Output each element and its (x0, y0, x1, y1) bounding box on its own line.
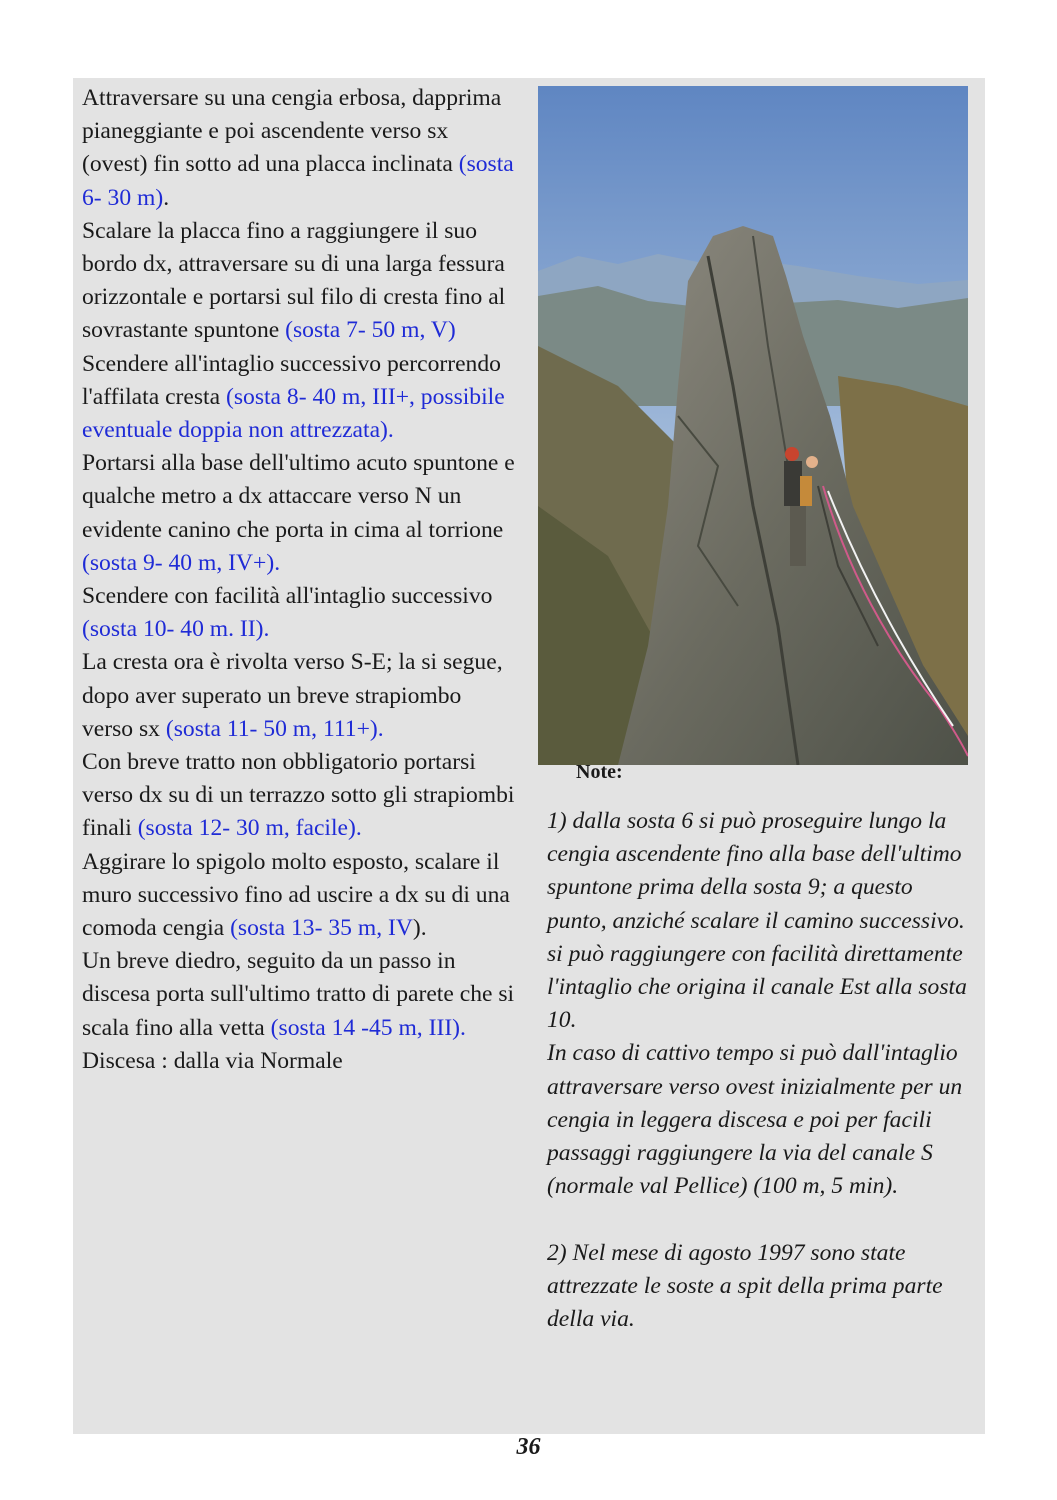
notes-spacer (547, 1203, 975, 1236)
paragraph-10 (82, 1045, 517, 1078)
note-1: 1) dalla sosta 6 si può proseguire lungo la cengia ascendente fino alla base dell'ultimo spuntone prima della sosta 9; a questo punto, anziché scalare il camino successivo. si può raggiungere con facilità direttamente l'intaglio che origina il canale Est alla sosta 10. (547, 808, 967, 1034)
paragraph-3 (82, 348, 517, 448)
note-2: 2) Nel mese di agosto 1997 sono state attrezzate le soste a spit della prima parte della via. (547, 1239, 943, 1333)
belay-info: (sosta 8- 40 m, III+, possibile eventuale doppia non attrezzata). (82, 383, 505, 444)
note-1-continued: In caso di cattivo tempo si può dall'intaglio attraversare verso ovest inizialmente per un cengia in leggera discesa e poi per facili passaggi raggiungere la via del canale S (normale val Pellice) (100 m, 5 min). (547, 1040, 963, 1200)
belay-info: (sosta 9- 40 m, IV+). (82, 549, 281, 576)
page-number: 36 (516, 1434, 541, 1460)
paragraph-4 (82, 447, 517, 580)
paragraph-text: La cresta ora è rivolta verso S-E; la si segue, dopo aver superato un breve strapiombo verso sx (82, 649, 503, 742)
route-description (82, 82, 517, 1078)
belay-info: (sosta 6- 30 m) (82, 151, 514, 211)
paragraph-8 (82, 846, 517, 946)
belay-info: (sosta 11- 50 m, 111+). (165, 715, 384, 742)
paragraph-7 (82, 746, 517, 846)
belay-info: (sosta 7- 50 m, V) (285, 317, 456, 344)
paragraph-text: Con breve tratto non obbligatorio portarsi verso dx su di un terrazzo sotto gli strapiombi finali (82, 749, 515, 842)
paragraph-text: Discesa : dalla via Normale (82, 1047, 343, 1074)
belay-info: (sosta 12- 30 m, facile). (137, 815, 362, 842)
paragraph-text: Portarsi alla base dell'ultimo acuto spuntone e qualche metro a dx attaccare verso N un evidente canino che porta in cima al torrione (82, 450, 515, 543)
paragraph-text: Aggirare lo spigolo molto esposto, scalare il muro successivo fino ad uscire a dx su di una comoda cengia (82, 848, 510, 942)
paragraph-text: Scendere con facilità all'intaglio successivo (82, 583, 493, 610)
rock-spire-image (538, 86, 968, 765)
paragraph-1 (82, 82, 517, 215)
paragraph-9 (82, 945, 517, 1045)
notes-section (547, 805, 975, 1336)
paragraph-tail: ). (412, 915, 427, 942)
belay-info: (sosta 13- 35 m, IV (230, 915, 413, 942)
notes-heading: Note: (576, 761, 623, 783)
paragraph-5 (82, 580, 517, 646)
belay-info: (sosta 10- 40 m. II). (82, 616, 270, 643)
climbing-photo (538, 86, 968, 765)
paragraph-6 (82, 646, 517, 746)
paragraph-tail: . (163, 184, 170, 211)
paragraph-text: Scendere all'intaglio successivo percorrendo l'affilata cresta (82, 350, 501, 410)
paragraph-text: Scalare la placca fino a raggiungere il suo bordo dx, attraversare su di una larga fessura orizzontale e portarsi sul filo di cresta fino al sovrastante spuntone (82, 217, 506, 344)
paragraph-text: Attraversare su una cengia erbosa, dapprima pianeggiante e poi ascendente verso sx (ovest) fin sotto ad una placca inclinata (82, 85, 502, 178)
belay-info: (sosta 14 -45 m, III). (270, 1014, 466, 1041)
paragraph-2 (82, 215, 517, 348)
paragraph-text: Un breve diedro, seguito da un passo in discesa porta sull'ultimo tratto di parete che si scala fino alla vetta (82, 948, 515, 1041)
